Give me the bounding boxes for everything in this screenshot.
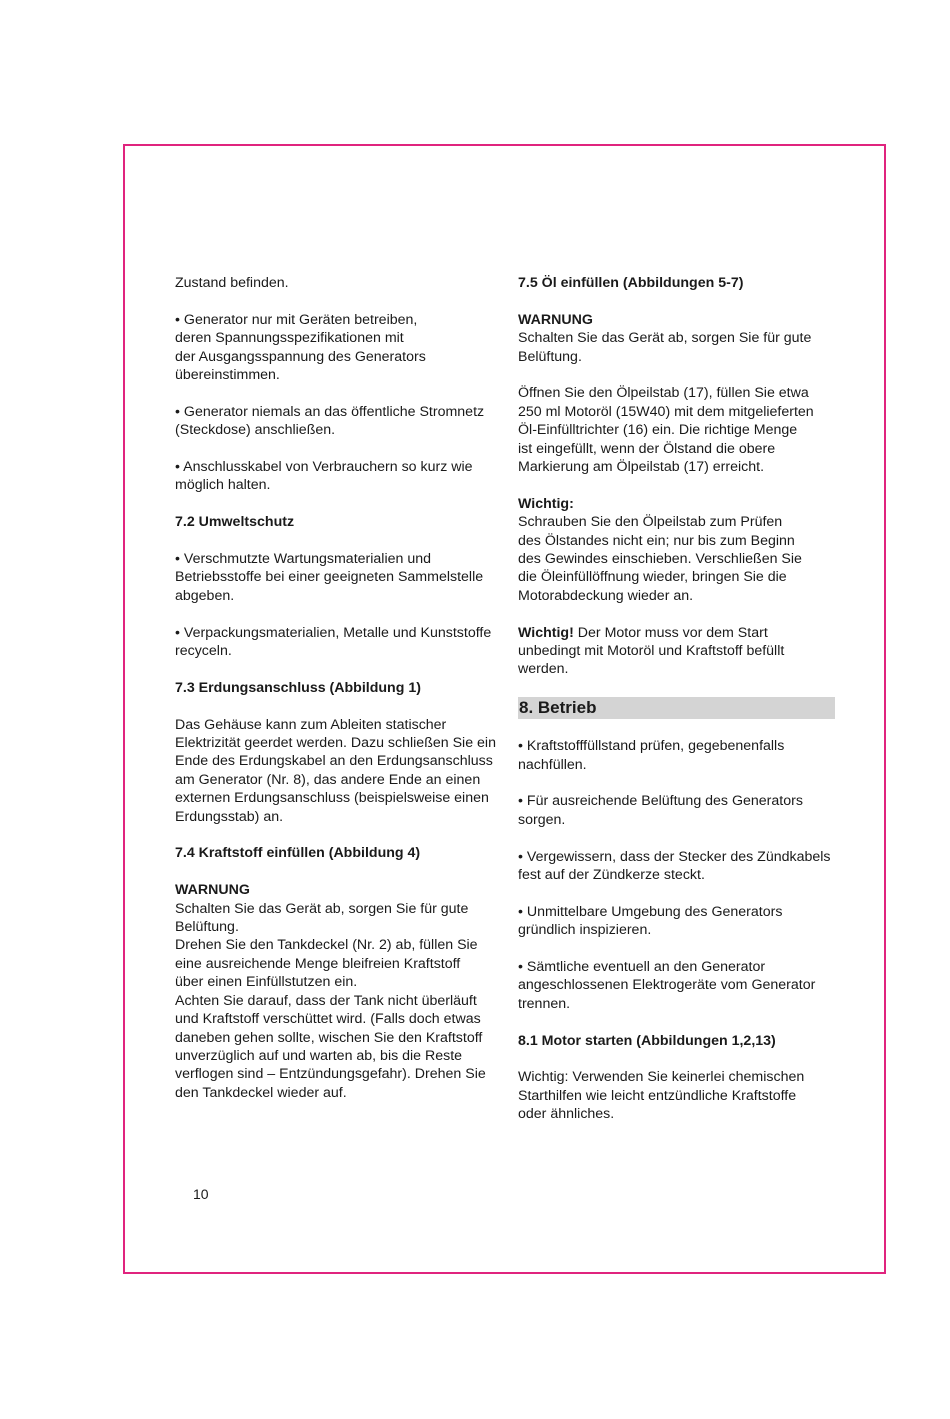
- important-engine-paragraph: [518, 624, 836, 679]
- text-line: Achten Sie darauf, dass der Tank nicht überläuft: [175, 992, 477, 1009]
- oil-warning-paragraph: [518, 311, 836, 366]
- warning-label: WARNUNG: [518, 311, 593, 328]
- text-line: Elektrizität geerdet werden. Dazu schließen Sie ein: [175, 735, 496, 752]
- text-line: Belüftung.: [175, 919, 239, 936]
- text-line: deren Spannungsspezifikationen mit: [175, 330, 404, 347]
- text-line: Drehen Sie den Tankdeckel (Nr. 2) ab, füllen Sie: [175, 937, 478, 954]
- important-label: Wichtig!: [518, 624, 574, 641]
- text-line: Schrauben Sie den Ölpeilstab zum Prüfen: [518, 514, 783, 531]
- bullet-cable-length: [175, 458, 500, 495]
- heading-8-1: 8.1 Motor starten (Abbildungen 1,2,13): [518, 1032, 776, 1049]
- heading-7-5: 7.5 Öl einfüllen (Abbildungen 5-7): [518, 275, 744, 291]
- heading-7-3: 7.3 Erdungsanschluss (Abbildung 1): [175, 679, 421, 696]
- text-line: trennen.: [518, 995, 571, 1012]
- text-line: recyceln.: [175, 643, 232, 660]
- bullet-waste-materials: [175, 550, 500, 605]
- text-line: des Gewindes einschieben. Verschließen Sie: [518, 551, 802, 568]
- right-column: [518, 274, 836, 1142]
- text-line: über einen Einfüllstutzen ein.: [175, 974, 358, 991]
- text-line: 250 ml Motoröl (15W40) mit dem mitgelieferten: [518, 403, 814, 420]
- text-line: übereinstimmen.: [175, 367, 280, 384]
- text-line: Markierung am Ölpeilstab (17) erreicht.: [518, 459, 765, 476]
- important-label: Wichtig:: [518, 495, 574, 512]
- text-line: • Verpackungsmaterialien, Metalle und Kunststoffe: [175, 624, 492, 641]
- text-line: • Generator nur mit Geräten betreiben,: [175, 311, 418, 328]
- text-line: nachfüllen.: [518, 756, 587, 773]
- bullet-inspect: [518, 903, 836, 940]
- bullet-public-grid: [175, 403, 500, 440]
- text-line: • Für ausreichende Belüftung des Generators: [518, 793, 803, 810]
- text-line: verflogen sind – Entzündungsgefahr). Drehen Sie: [175, 1066, 486, 1083]
- text-line: • Anschlusskabel von Verbrauchern so kurz wie: [175, 459, 473, 476]
- bullet-spark-plug: [518, 848, 836, 885]
- text-line: eine ausreichende Menge bleifreien Kraftstoff: [175, 955, 461, 972]
- text-line: angeschlossenen Elektrogeräte vom Generator: [518, 977, 816, 994]
- text-line: fest auf der Zündkerze steckt.: [518, 867, 705, 884]
- important-dipstick-paragraph: [518, 495, 836, 605]
- text-line: • Kraftstofffüllstand prüfen, gegebenenfalls: [518, 738, 785, 755]
- text-line: (Steckdose) anschließen.: [175, 422, 336, 439]
- grounding-paragraph: [175, 716, 500, 826]
- text-line: daneben gehen sollte, wischen Sie den Kraftstoff: [175, 1029, 483, 1046]
- text-line: gründlich inspizieren.: [518, 922, 652, 939]
- text-line: Schalten Sie das Gerät ab, sorgen Sie für gute: [518, 330, 812, 347]
- section-heading-betrieb: 8. Betrieb: [518, 697, 835, 719]
- text-line: • Verschmutzte Wartungsmaterialien und: [175, 551, 431, 568]
- text-line: • Unmittelbare Umgebung des Generators: [518, 903, 783, 920]
- text-line: Zustand befinden.: [175, 275, 289, 291]
- oil-fill-paragraph: [518, 384, 836, 476]
- text-line: Starthilfen wie leicht entzündliche Kraftstoffe: [518, 1087, 797, 1104]
- text-line: unbedingt mit Motoröl und Kraftstoff befüllt: [518, 643, 785, 660]
- text-line: Belüftung.: [518, 348, 582, 365]
- text-line: • Sämtliche eventuell an den Generator: [518, 959, 766, 976]
- warning-label: WARNUNG: [175, 882, 250, 899]
- text-line: [518, 624, 836, 642]
- text-line: Das Gehäuse kann zum Ableiten statischer: [175, 716, 447, 733]
- page-number: 10: [193, 1186, 209, 1202]
- bullet-ventilation: [518, 792, 836, 829]
- text-line: Motorabdeckung wieder an.: [518, 587, 694, 604]
- bullet-recycling: [175, 624, 500, 661]
- text-line: Betriebsstoffe bei einer geeigneten Sammelstelle: [175, 569, 484, 586]
- text-line: der Ausgangsspannung des Generators: [175, 348, 426, 365]
- intro-paragraph: [175, 274, 500, 292]
- fuel-paragraph: [175, 881, 500, 1102]
- text-line: Öl-Einfülltrichter (16) ein. Die richtige Menge: [518, 422, 798, 439]
- text-line: oder ähnliches.: [518, 1106, 615, 1123]
- text-line: Schalten Sie das Gerät ab, sorgen Sie für gute: [175, 900, 469, 917]
- text-line: den Tankdeckel wieder auf.: [175, 1084, 347, 1101]
- text-line: abgeben.: [175, 587, 235, 604]
- text-line: • Generator niemals an das öffentliche Stromnetz: [175, 403, 485, 420]
- text-line: werden.: [518, 661, 569, 678]
- text-line: des Ölstandes nicht ein; nur bis zum Beginn: [518, 532, 795, 549]
- text-line: Wichtig: Verwenden Sie keinerlei chemischen: [518, 1069, 805, 1086]
- text-line: • Vergewissern, dass der Stecker des Zündkabels: [518, 848, 831, 865]
- bullet-voltage: [175, 311, 500, 385]
- text-line: unverzüglich auf und warten ab, bis die Reste: [175, 1047, 463, 1064]
- heading-7-2: 7.2 Umweltschutz: [175, 514, 295, 531]
- bullet-fuel-level: [518, 737, 836, 774]
- text-line: möglich halten.: [175, 477, 271, 494]
- text-run: Der Motor muss vor dem Start: [573, 624, 768, 641]
- text-line: sorgen.: [518, 811, 566, 828]
- left-column: [175, 274, 500, 1121]
- text-line: Ende des Erdungskabel an den Erdungsanschluss: [175, 753, 493, 770]
- text-line: am Generator (Nr. 8), das andere Ende an einen: [175, 771, 481, 788]
- text-line: externen Erdungsanschluss (beispielsweise einen: [175, 790, 489, 807]
- text-line: Öffnen Sie den Ölpeilstab (17), füllen Sie etwa: [518, 385, 809, 402]
- bullet-disconnect: [518, 958, 836, 1013]
- text-line: ist eingefüllt, wenn der Ölstand die obere: [518, 440, 776, 457]
- start-engine-paragraph: [518, 1068, 836, 1123]
- text-line: die Öleinfüllöffnung wieder, bringen Sie die: [518, 569, 787, 586]
- heading-7-4: 7.4 Kraftstoff einfüllen (Abbildung 4): [175, 845, 421, 862]
- text-line: und Kraftstoff verschüttet wird. (Falls doch etwas: [175, 1011, 481, 1028]
- text-line: Erdungsstab) an.: [175, 808, 284, 825]
